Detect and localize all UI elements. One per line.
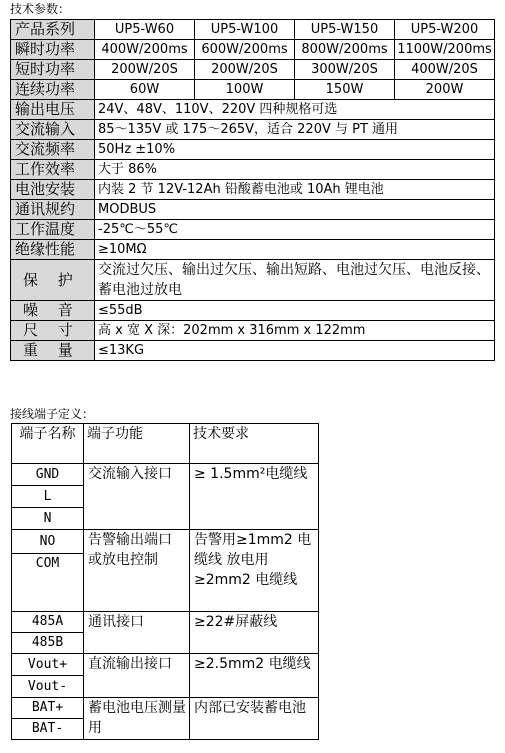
spec-row	[11, 220, 495, 240]
short-power-cell: 200W/20S	[195, 60, 295, 80]
terminal-requirement: 告警用≥1mm2 电缆线 放电用≥2mm2 电缆线	[190, 530, 319, 612]
terminal-row	[12, 612, 319, 633]
terminal-requirement: ≥22#屏蔽线	[190, 612, 319, 654]
terminal-requirement: ≥2.5mm2 电缆线	[190, 654, 319, 698]
spec-value: ≥10MΩ	[95, 240, 495, 260]
weight-row	[11, 341, 495, 361]
spec-label: 交流输入	[11, 120, 95, 140]
terminal-row	[12, 698, 319, 719]
short-power-cell: 300W/20S	[295, 60, 395, 80]
instant-power-label: 瞬时功率	[11, 40, 95, 60]
terminal-name-header: 端子名称	[12, 424, 84, 464]
terminal-label: 485B	[12, 633, 84, 654]
terminal-function-header: 端子功能	[84, 424, 190, 464]
terminal-row	[12, 654, 319, 676]
continuous-power-label: 连续功率	[11, 80, 95, 100]
instant-power-cell: 400W/200ms	[95, 40, 195, 60]
spec-value: 大于 86%	[95, 160, 495, 180]
spec-row	[11, 200, 495, 220]
noise-row	[11, 301, 495, 321]
spec-label: 绝缘性能	[11, 240, 95, 260]
model-cell: UP5-W200	[395, 20, 495, 40]
terminal-row	[12, 530, 319, 554]
spec-row	[11, 120, 495, 140]
terminal-header-row	[12, 424, 319, 464]
model-label: 产品系列	[11, 20, 95, 40]
model-row	[11, 20, 495, 40]
terminal-label: 485A	[12, 612, 84, 633]
spec-heading: 技术参数：	[10, 2, 71, 16]
model-cell: UP5-W100	[195, 20, 295, 40]
instant-power-row	[11, 40, 495, 60]
terminal-requirement: 内部已安装蓄电池	[190, 698, 319, 740]
terminal-label: Vout-	[12, 676, 84, 698]
protection-value: 交流过欠压、输出过欠压、输出短路、电池过欠压、电池反接、蓄电池过放电	[95, 260, 495, 301]
spec-label: 工作效率	[11, 160, 95, 180]
model-cell: UP5-W60	[95, 20, 195, 40]
terminal-label: N	[12, 508, 84, 530]
terminal-requirement: ≥ 1.5mm²电缆线	[190, 464, 319, 530]
terminal-function: 告警输出端口 或放电控制	[84, 530, 190, 612]
continuous-power-cell: 60W	[95, 80, 195, 100]
spec-label: 工作温度	[11, 220, 95, 240]
continuous-power-cell: 150W	[295, 80, 395, 100]
spec-row	[11, 240, 495, 260]
spec-label: 交流频率	[11, 140, 95, 160]
continuous-power-cell: 100W	[195, 80, 295, 100]
model-cell: UP5-W150	[295, 20, 395, 40]
terminal-heading: 接线端子定义：	[10, 407, 95, 421]
spec-row	[11, 100, 495, 120]
terminal-function: 通讯接口	[84, 612, 190, 654]
terminal-label: L	[12, 486, 84, 508]
terminal-function: 交流输入接口	[84, 464, 190, 530]
instant-power-cell: 1100W/200ms	[395, 40, 495, 60]
terminal-requirement-header: 技术要求	[190, 424, 319, 464]
size-label: 尺 寸	[11, 321, 95, 341]
spec-table	[10, 19, 495, 361]
terminal-label: GND	[12, 464, 84, 486]
spec-label: 输出电压	[11, 100, 95, 120]
protection-row	[11, 260, 495, 301]
continuous-power-cell: 200W	[395, 80, 495, 100]
terminal-table	[11, 423, 319, 740]
terminal-label: NO	[12, 530, 84, 554]
spec-value: 85～135V 或 175～265V，适合 220V 与 PT 通用	[95, 120, 495, 140]
protection-label: 保 护	[11, 260, 95, 301]
weight-label: 重 量	[11, 341, 95, 361]
short-power-row	[11, 60, 495, 80]
short-power-label: 短时功率	[11, 60, 95, 80]
spec-value: MODBUS	[95, 200, 495, 220]
noise-value: ≤55dB	[95, 301, 495, 321]
terminal-row	[12, 464, 319, 486]
terminal-label: BAT+	[12, 698, 84, 719]
spec-value: -25℃～55℃	[95, 220, 495, 240]
spec-value: 内装 2 节 12V-12Ah 铅酸蓄电池或 10Ah 锂电池	[95, 180, 495, 200]
spec-label: 电池安装	[11, 180, 95, 200]
short-power-cell: 400W/20S	[395, 60, 495, 80]
spec-row	[11, 140, 495, 160]
size-value: 高 x 宽 X 深：202mm x 316mm x 122mm	[95, 321, 495, 341]
continuous-power-row	[11, 80, 495, 100]
spec-value: 50Hz ±10%	[95, 140, 495, 160]
short-power-cell: 200W/20S	[95, 60, 195, 80]
terminal-label: BAT-	[12, 719, 84, 740]
instant-power-cell: 600W/200ms	[195, 40, 295, 60]
spec-label: 通讯规约	[11, 200, 95, 220]
spec-row	[11, 160, 495, 180]
terminal-function: 直流输出接口	[84, 654, 190, 698]
terminal-label: COM	[12, 554, 84, 612]
terminal-function: 蓄电池电压测量用	[84, 698, 190, 740]
size-row	[11, 321, 495, 341]
spec-row	[11, 180, 495, 200]
terminal-label: Vout+	[12, 654, 84, 676]
spec-value: 24V、48V、110V、220V 四种规格可选	[95, 100, 495, 120]
weight-value: ≤13KG	[95, 341, 495, 361]
noise-label: 噪 音	[11, 301, 95, 321]
instant-power-cell: 800W/200ms	[295, 40, 395, 60]
